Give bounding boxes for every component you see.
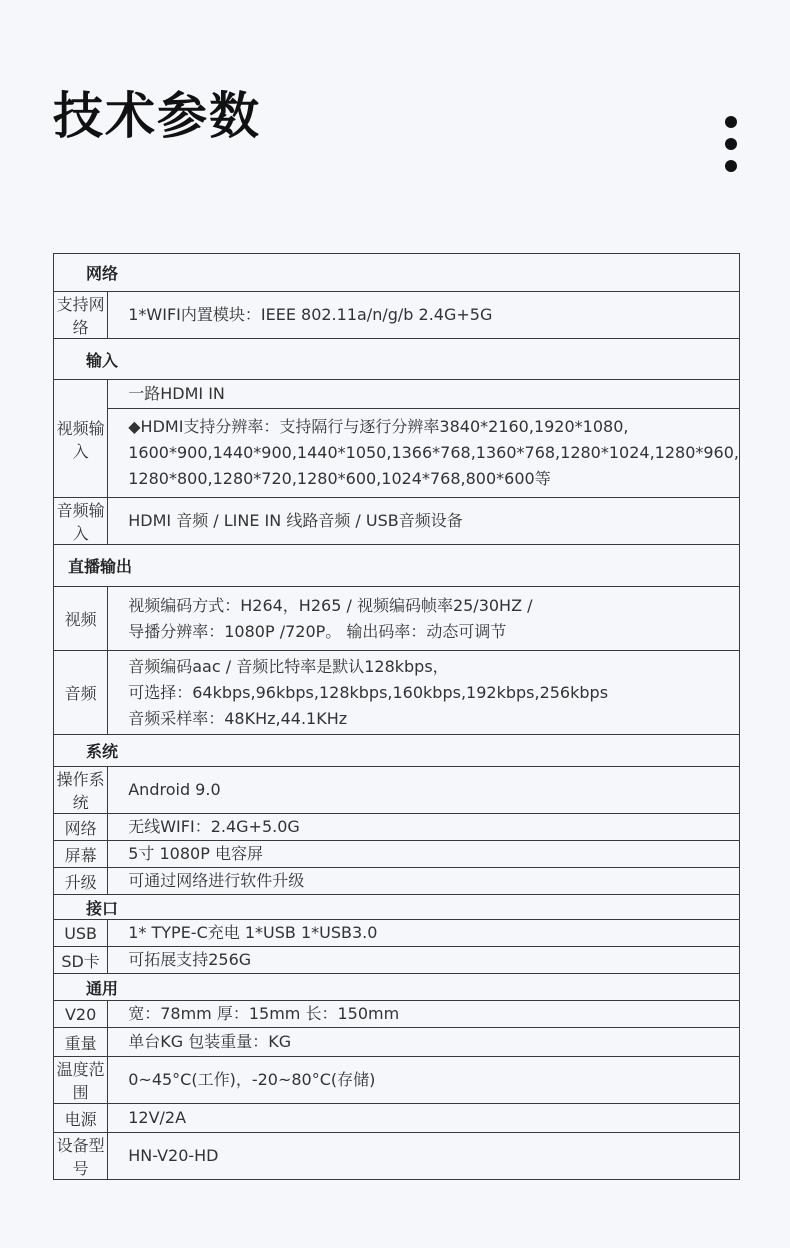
row-label: 设备型号 — [54, 1133, 108, 1180]
table-row — [54, 587, 740, 651]
more-dots-icon[interactable] — [725, 116, 737, 182]
row-value: 可拓展支持256G — [108, 947, 740, 974]
row-label: 支持网络 — [54, 292, 108, 339]
row-label: 音频输入 — [54, 498, 108, 545]
row-label: 重量 — [54, 1028, 108, 1057]
value-line: 1280*800,1280*720,1280*600,1024*768,800*600等 — [128, 469, 551, 488]
section-row-interface — [54, 895, 740, 920]
table-row — [54, 1001, 740, 1028]
row-value: 宽：78mm 厚：15mm 长：150mm — [108, 1001, 740, 1028]
table-row — [54, 841, 740, 868]
row-label: 视频 — [54, 587, 108, 651]
row-value: HDMI 音频 / LINE IN 线路音频 / USB音频设备 — [108, 498, 740, 545]
value-line: 1600*900,1440*900,1440*1050,1366*768,1360*768,1280*1024,1280*960, — [128, 443, 739, 462]
section-row-system — [54, 735, 740, 767]
row-label: 升级 — [54, 868, 108, 895]
section-row-input — [54, 339, 740, 380]
dot — [725, 138, 737, 150]
row-value: 1*WIFI内置模块：IEEE 802.11a/n/g/b 2.4G+5G — [108, 292, 740, 339]
row-value: HN-V20-HD — [108, 1133, 740, 1180]
table-row — [54, 767, 740, 814]
row-label: SD卡 — [54, 947, 108, 974]
table-row — [54, 947, 740, 974]
row-label: 网络 — [54, 814, 108, 841]
section-row-network — [54, 254, 740, 292]
section-title-general: 通用 — [54, 974, 740, 1001]
row-label: 操作系统 — [54, 767, 108, 814]
row-value-multiline — [108, 651, 740, 735]
row-value: Android 9.0 — [108, 767, 740, 814]
table-row — [54, 1133, 740, 1180]
row-value: 5寸 1080P 电容屏 — [108, 841, 740, 868]
table-row — [54, 1057, 740, 1104]
row-label: V20 — [54, 1001, 108, 1028]
row-value: 0~45°C(工作)，-20~80°C(存储) — [108, 1057, 740, 1104]
row-label: 电源 — [54, 1104, 108, 1133]
table-row — [54, 380, 740, 409]
table-row — [54, 814, 740, 841]
value-line: 视频编码方式：H264，H265 / 视频编码帧率25/30HZ / — [128, 595, 533, 615]
value-line: 音频采样率：48KHz,44.1KHz — [128, 708, 348, 728]
dot — [725, 160, 737, 172]
section-row-live-output — [54, 545, 740, 587]
section-title-interface: 接口 — [54, 895, 740, 920]
section-row-general — [54, 974, 740, 1001]
row-value: 1* TYPE-C充电 1*USB 1*USB3.0 — [108, 920, 740, 947]
value-line: ◆HDMI支持分辨率：支持隔行与逐行分辨率3840*2160,1920*1080, — [128, 417, 629, 436]
section-title-input: 输入 — [54, 339, 740, 380]
row-value-multiline — [108, 587, 740, 651]
table-row — [54, 651, 740, 735]
table-row — [54, 1104, 740, 1133]
value-line: 导播分辨率：1080P /720P。 输出码率：动态可调节 — [128, 621, 507, 641]
table-row — [54, 409, 740, 498]
row-value: 12V/2A — [108, 1104, 740, 1133]
row-value: 可通过网络进行软件升级 — [108, 868, 740, 895]
row-value-multiline — [108, 409, 740, 498]
section-title-system: 系统 — [54, 735, 740, 767]
row-label: 视频输入 — [54, 380, 108, 498]
value-line: 音频编码aac / 音频比特率是默认128kbps， — [128, 656, 449, 676]
row-value: 单台KG 包装重量：KG — [108, 1028, 740, 1057]
table-row — [54, 1028, 740, 1057]
dot — [725, 116, 737, 128]
value-line: 可选择：64kbps,96kbps,128kbps,160kbps,192kbps,256kbps — [128, 682, 609, 702]
table-row — [54, 498, 740, 545]
page-title: 技术参数 — [53, 87, 261, 145]
row-label: 屏幕 — [54, 841, 108, 868]
spec-table — [53, 253, 740, 1180]
row-label: USB — [54, 920, 108, 947]
section-title-live-output: 直播输出 — [54, 545, 740, 587]
row-label: 温度范围 — [54, 1057, 108, 1104]
row-value: 一路HDMI IN — [108, 380, 740, 409]
table-row — [54, 292, 740, 339]
row-value: 无线WIFI：2.4G+5.0G — [108, 814, 740, 841]
section-title-network: 网络 — [54, 254, 740, 292]
table-row — [54, 868, 740, 895]
table-row — [54, 920, 740, 947]
row-label: 音频 — [54, 651, 108, 735]
